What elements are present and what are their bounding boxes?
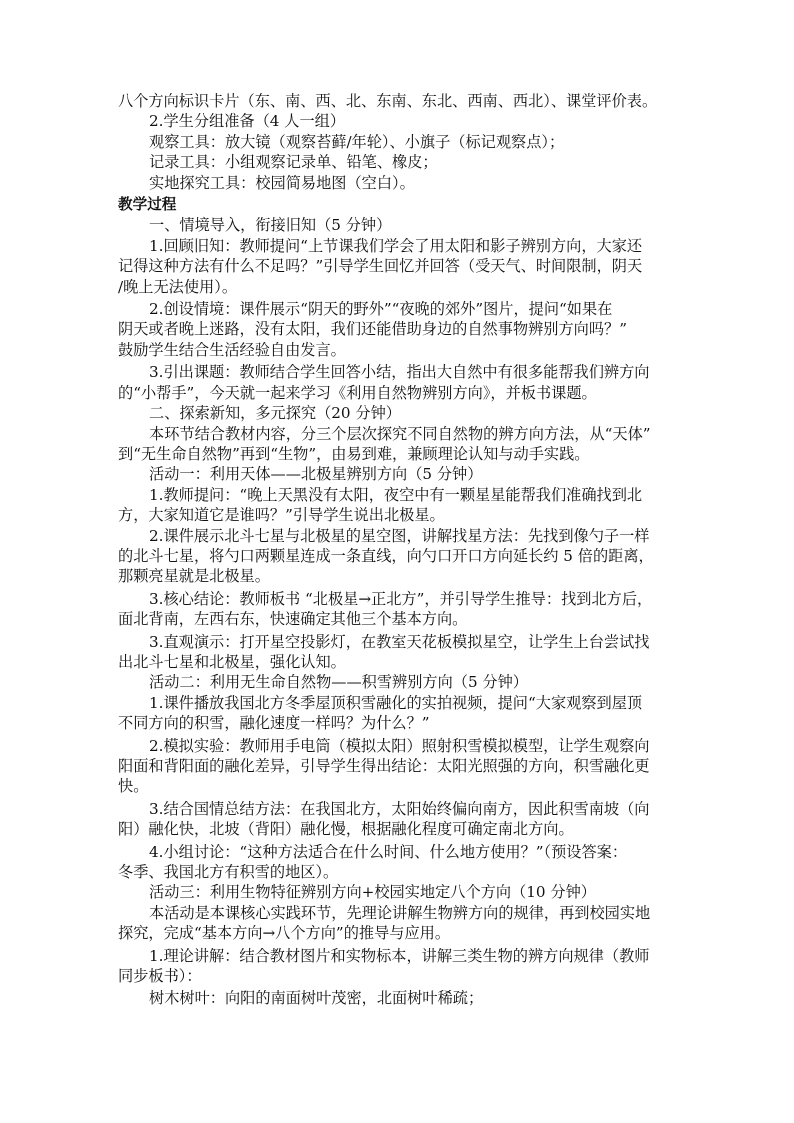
line-38: 活动三：利用生物特征辨别方向+校园实地定八个方向（10 分钟）: [149, 883, 596, 902]
line-8: 记得这种方法有什么不足吗？”引导学生回忆并回答（受天气、时间限制，阴天: [118, 257, 643, 276]
line-7: 1.回顾旧知：教师提问“上节课我们学会了用太阳和影子辨别方向，大家还: [149, 236, 643, 255]
line-22: 的北斗七星，将勺口两颗星连成一条直线，向勺口开口方向延长约 5 倍的距离，: [118, 546, 654, 565]
line-15: 二、探索新知，多元探究（20 分钟）: [149, 404, 401, 423]
line-31: 2.模拟实验：教师用手电筒（模拟太阳）照射积雪模拟模型，让学生观察向: [149, 736, 650, 755]
line-16: 本环节结合教材内容，分三个层次探究不同自然物的辨方向方法，从“天体”: [149, 424, 651, 443]
line-42: 同步板书）：: [118, 967, 202, 986]
line-10: 2.创设情境：课件展示“阴天的野外”“夜晚的郊外”图片，提问“如果在: [149, 300, 613, 319]
line-29: 1.课件播放我国北方冬季屋顶积雪融化的实拍视频，提问“大家观察到屋顶: [149, 693, 643, 712]
line-17: 到“无生命自然物”再到“生物”，由易到难，兼顾理论认知与动手实践。: [118, 444, 590, 463]
line-19: 1.教师提问：“晚上天黑没有太阳，夜空中有一颗星星能帮我们准确找到北: [149, 485, 643, 504]
line-39: 本活动是本课核心实践环节，先理论讲解生物辨方向的规律，再到校园实地: [149, 903, 651, 922]
line-30: 不同方向的积雪，融化速度一样吗？为什么？”: [118, 714, 430, 733]
line-6: 一、情境导入，衔接旧知（5 分钟）: [149, 216, 392, 235]
line-36: 4.小组讨论：“这种方法适合在什么时间、什么地方使用？”（预设答案：: [149, 842, 628, 861]
document-page: [118, 91, 678, 1009]
line-41: 1.理论讲解：结合教材图片和实物标本，讲解三类生物的辨方向规律（教师: [149, 946, 650, 965]
line-32: 阳面和背阳面的融化差异，引导学生得出结论：太阳光照强的方向，积雪融化更: [118, 757, 650, 775]
line-34: 3.结合国情总结方法：在我国北方，太阳始终偏向南方，因此积雪南坡（向: [149, 799, 650, 818]
line-25: 面北背南，左西右东，快速确定其他三个基本方向。: [118, 610, 468, 629]
line-0: 八个方向标识卡片（东、南、西、北、东南、东北、西南、西北）、课堂评价表。: [118, 92, 658, 110]
line-11: 阴天或者晚上迷路，没有太阳，我们还能借助身边的自然事物辨别方向吗？”: [118, 320, 627, 339]
line-4: 实地探究工具：校园简易地图（空白）。: [149, 173, 415, 192]
line-37: 冬季、我国北方有积雪的地区）。: [118, 863, 339, 882]
line-33: 快。: [118, 777, 149, 796]
line-21: 2.课件展示北斗七星与北极星的星空图，讲解找星方法：先找到像勺子一样: [149, 526, 650, 545]
line-13: 3.引出课题：教师结合学生回答小结，指出大自然中有很多能帮我们辨方向: [149, 363, 650, 382]
line-14: 的“小帮手”，今天就一起来学习《利用自然物辨别方向》，并板书课题。: [118, 383, 597, 402]
line-9: /晚上无法使用）。: [118, 277, 238, 296]
line-23: 那颗亮星就是北极星。: [118, 567, 270, 586]
line-20: 方，大家知道它是谁吗？”引导学生说出北极星。: [118, 506, 445, 525]
line-26: 3.直观演示：打开星空投影灯，在教室天花板模拟星空，让学生上台尝试找: [149, 632, 650, 651]
section-heading: 教学过程: [118, 196, 177, 214]
line-40: 探究，完成“基本方向→八个方向”的推导与应用。: [118, 924, 451, 943]
line-28: 活动二：利用无生命自然物——积雪辨别方向（5 分钟）: [149, 673, 528, 692]
line-1: 2.学生分组准备（4 人一组）: [149, 112, 346, 131]
line-2: 观察工具：放大镜（观察苔藓/年轮）、小旗子（标记观察点）；: [149, 132, 565, 151]
line-43: 树木树叶：向阳的南面树叶茂密，北面树叶稀疏；: [149, 989, 484, 1008]
line-3: 记录工具：小组观察记录单、铅笔、橡皮；: [149, 153, 438, 172]
line-18: 活动一：利用天体——北极星辨别方向（5 分钟）: [149, 465, 483, 484]
line-27: 出北斗七星和北极星，强化认知。: [118, 652, 346, 671]
line-35: 阳）融化快，北坡（背阳）融化慢，根据融化程度可确定南北方向。: [118, 820, 574, 839]
line-12: 鼓励学生结合生活经验自由发言。: [118, 340, 346, 359]
line-24: 3.核心结论：教师板书 “北极星→正北方”，并引导学生推导：找到北方后，: [149, 589, 653, 608]
